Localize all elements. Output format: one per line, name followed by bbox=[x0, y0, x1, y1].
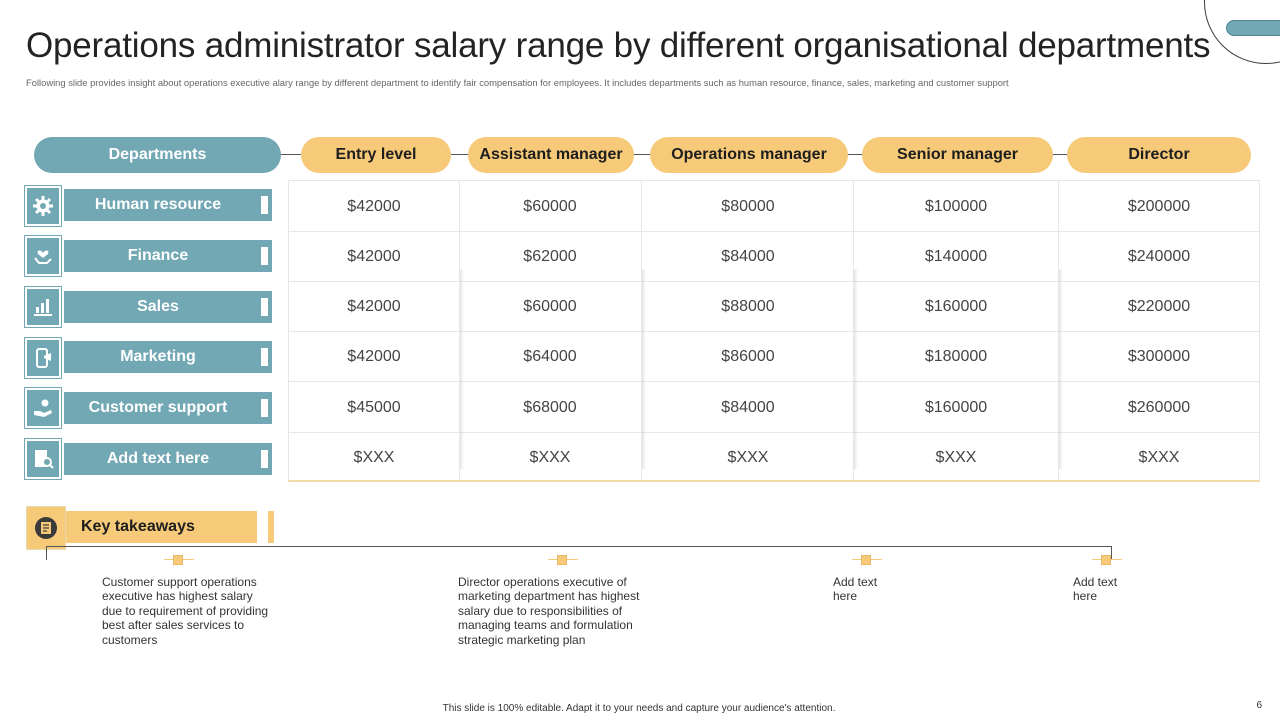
department-icon-box bbox=[24, 185, 62, 227]
salary-cell: $84000 bbox=[721, 399, 775, 416]
salary-cell: $42000 bbox=[347, 298, 401, 315]
salary-cell: $240000 bbox=[1127, 248, 1191, 265]
level-header-entry: Entry level bbox=[301, 137, 451, 173]
takeaway-note: Director operations executive of marketing department has highest salary due to responsibilities of managing teams and formulation strategic marketing plan bbox=[458, 575, 640, 647]
level-header-operations-manager: Operations manager bbox=[650, 137, 848, 173]
salary-cell: $64000 bbox=[523, 348, 577, 365]
salary-cell: $200000 bbox=[1127, 198, 1191, 215]
key-takeaways-label: Key takeaways bbox=[66, 511, 257, 543]
page-subtitle: Following slide provides insight about operations executive alary range by different department to identify fair compensation for employees. It includes departments such as human resource, finance, sales, marketing and customer support bbox=[26, 77, 1009, 88]
footer-note: This slide is 100% editable. Adapt it to your needs and capture your audience's attention. bbox=[442, 703, 836, 714]
department-icon-box bbox=[24, 387, 62, 429]
salary-cell: $XXX bbox=[1138, 449, 1180, 466]
salary-cell: $140000 bbox=[924, 248, 988, 265]
column-shadow bbox=[460, 269, 464, 469]
takeaways-timeline bbox=[46, 546, 1112, 560]
department-label: Marketing bbox=[64, 341, 272, 373]
mobile-marketing-icon bbox=[31, 346, 55, 370]
table-row-divider bbox=[289, 381, 1259, 382]
column-shadow bbox=[1059, 269, 1063, 469]
timeline-marker bbox=[861, 555, 871, 565]
salary-table bbox=[288, 180, 1260, 482]
salary-cell: $260000 bbox=[1127, 399, 1191, 416]
timeline-marker bbox=[1101, 555, 1111, 565]
salary-cell: $84000 bbox=[721, 248, 775, 265]
salary-cell: $160000 bbox=[924, 298, 988, 315]
salary-cell: $42000 bbox=[347, 198, 401, 215]
salary-cell: $60000 bbox=[523, 298, 577, 315]
salary-cell: $68000 bbox=[523, 399, 577, 416]
salary-cell: $80000 bbox=[721, 198, 775, 215]
salary-cell: $220000 bbox=[1127, 298, 1191, 315]
key-takeaways-tab bbox=[268, 511, 274, 543]
department-label: Customer support bbox=[64, 392, 272, 424]
table-row-divider bbox=[289, 231, 1259, 232]
department-icon-box bbox=[24, 286, 62, 328]
salary-cell: $42000 bbox=[347, 348, 401, 365]
department-icon-box bbox=[24, 337, 62, 379]
level-header-assistant-manager: Assistant manager bbox=[468, 137, 634, 173]
salary-cell: $180000 bbox=[924, 348, 988, 365]
salary-cell: $160000 bbox=[924, 399, 988, 416]
department-label: Add text here bbox=[64, 443, 272, 475]
decorative-pill bbox=[1226, 20, 1280, 36]
hand-heart-icon bbox=[31, 244, 55, 268]
salary-cell: $XXX bbox=[353, 449, 395, 466]
salary-cell: $86000 bbox=[721, 348, 775, 365]
table-row-divider bbox=[289, 331, 1259, 332]
key-takeaways-icon-box bbox=[26, 506, 66, 550]
sales-chart-icon bbox=[31, 295, 55, 319]
department-label: Sales bbox=[64, 291, 272, 323]
table-row-divider bbox=[289, 432, 1259, 433]
salary-cell: $60000 bbox=[523, 198, 577, 215]
department-icon-box bbox=[24, 438, 62, 480]
salary-cell: $100000 bbox=[924, 198, 988, 215]
level-header-senior-manager: Senior manager bbox=[862, 137, 1053, 173]
column-shadow bbox=[854, 269, 858, 469]
timeline-marker bbox=[557, 555, 567, 565]
timeline-marker bbox=[173, 555, 183, 565]
takeaway-note: Add text here bbox=[1073, 575, 1118, 604]
department-label: Finance bbox=[64, 240, 272, 272]
salary-cell: $XXX bbox=[727, 449, 769, 466]
support-hand-icon bbox=[31, 396, 55, 420]
takeaway-note: Add text here bbox=[833, 575, 878, 604]
department-icon-box bbox=[24, 235, 62, 277]
salary-cell: $XXX bbox=[529, 449, 571, 466]
department-label: Human resource bbox=[64, 189, 272, 221]
salary-cell: $XXX bbox=[935, 449, 977, 466]
column-shadow bbox=[642, 269, 646, 469]
salary-cell: $45000 bbox=[347, 399, 401, 416]
salary-cell: $88000 bbox=[721, 298, 775, 315]
gears-icon bbox=[31, 194, 55, 218]
salary-cell: $42000 bbox=[347, 248, 401, 265]
note-icon bbox=[33, 515, 59, 541]
salary-cell: $300000 bbox=[1127, 348, 1191, 365]
page-number: 6 bbox=[1256, 700, 1262, 711]
takeaway-note: Customer support operations executive has highest salary due to requirement of providing best after sales services to customers bbox=[102, 575, 269, 647]
document-search-icon bbox=[31, 447, 55, 471]
departments-header: Departments bbox=[34, 137, 281, 173]
table-row-divider bbox=[289, 281, 1259, 282]
salary-cell: $62000 bbox=[523, 248, 577, 265]
level-header-director: Director bbox=[1067, 137, 1251, 173]
page-title: Operations administrator salary range by different organisational departments bbox=[26, 26, 1211, 65]
